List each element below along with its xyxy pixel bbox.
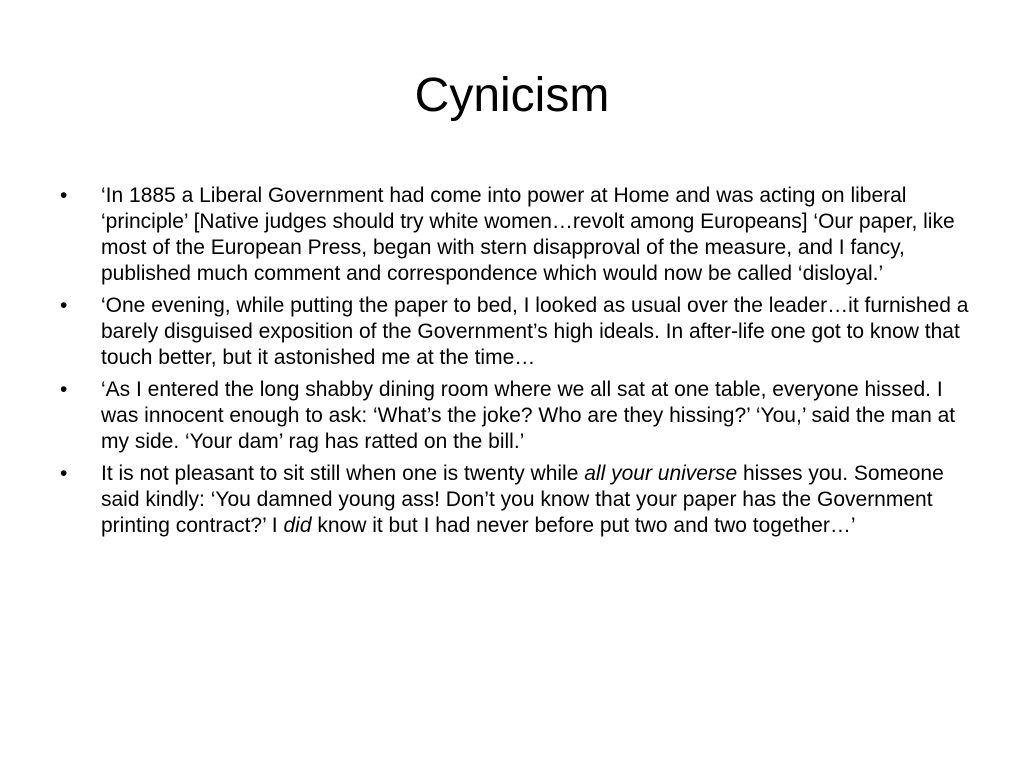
italic-text-segment: all your universe	[584, 462, 738, 485]
bullet-marker: •	[60, 294, 68, 317]
text-segment: hisses you. Someone said kindly: ‘You damned young ass! Don’t you know that your paper has the Government printing contract?’ I	[101, 462, 944, 537]
text-segment: know it but I had never before put two and two together…’	[311, 514, 856, 537]
text-segment: ‘As I entered the long shabby dining room where we all sat at one table, everyone hissed. I was innocent enough to ask: ‘What’s the joke? Who are they hissing?’ ‘You,’ said the man at my side. ‘Your dam’ rag has ratted on the bill.’	[101, 378, 956, 453]
bullet-marker: •	[60, 184, 68, 207]
bullet-text	[101, 462, 944, 537]
bullet-marker: •	[60, 462, 68, 485]
bullet-text	[101, 378, 955, 453]
bullet-item	[58, 293, 973, 371]
bullet-text	[101, 294, 968, 369]
italic-text-segment: did	[283, 514, 312, 537]
bullet-item	[58, 377, 973, 455]
text-segment: It is not pleasant to sit still when one is twenty while	[101, 462, 585, 485]
bullet-list	[58, 183, 973, 545]
slide-title: Cynicism	[414, 69, 610, 122]
text-segment: ‘In 1885 a Liberal Government had come into power at Home and was acting on liberal ‘principle’ [Native judges should try white women…revolt among Europeans] ‘Our paper, like most of the European Press, began with stern disapproval of the measure, and I fancy, published much comment and correspondence which would now be called ‘disloyal.’	[101, 184, 955, 285]
bullet-item	[58, 461, 973, 539]
text-segment: ‘One evening, while putting the paper to bed, I looked as usual over the leader…it furnished a barely disguised exposition of the Government’s high ideals. In after-life one got to know that touch better, but it astonished me at the time…	[101, 294, 969, 369]
bullet-marker: •	[60, 378, 68, 401]
bullet-item	[58, 183, 973, 287]
bullet-text	[101, 184, 955, 285]
